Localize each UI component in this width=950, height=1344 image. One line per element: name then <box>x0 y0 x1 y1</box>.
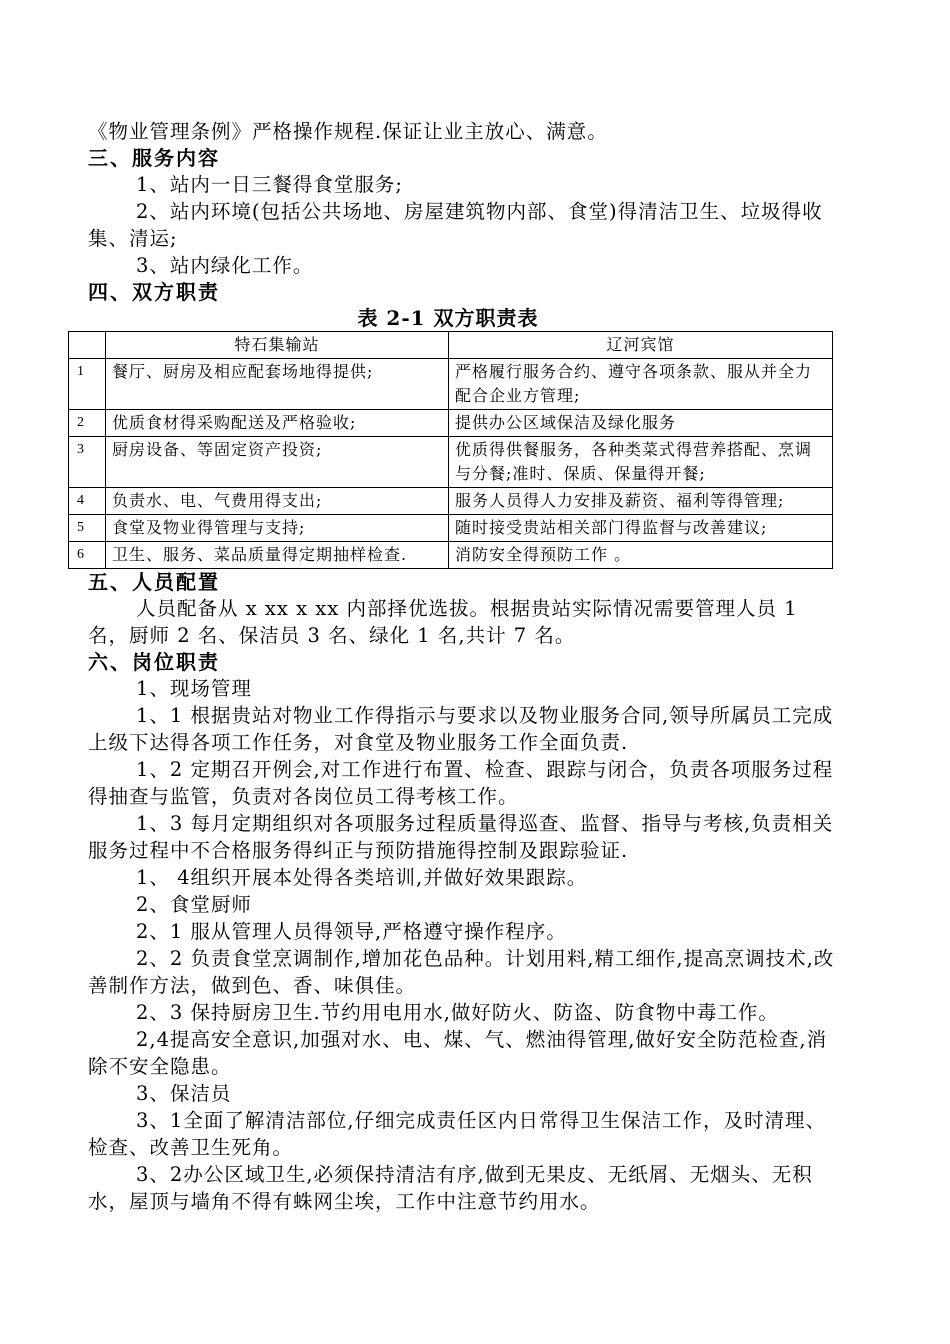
table-row <box>69 488 833 515</box>
table-row <box>69 410 833 437</box>
section3-heading: 三、服务内容 <box>88 146 220 170</box>
duty-paragraph: 1、3 每月定期组织对各项服务过程质量得巡查、监督、指导与考核,负责相关服务过程中不合格服务得纠正与预防措施得控制及跟踪验证. <box>88 812 834 862</box>
header-station: 特石集输站 <box>106 332 449 359</box>
section4-heading: 四、双方职责 <box>88 280 220 304</box>
document-page <box>77 118 838 1215</box>
hotel-duty: 提供办公区域保洁及绿化服务 <box>449 410 833 437</box>
row-number: 1 <box>69 359 106 410</box>
hotel-duty: 服务人员得人力安排及薪资、福利等得管理; <box>449 488 833 515</box>
station-duty: 卫生、服务、菜品质量得定期抽样检查. <box>106 542 449 569</box>
hotel-duty: 严格履行服务合约、遵守各项条款、服从并全力配合企业方管理; <box>449 359 833 410</box>
duty-paragraph: 2,4提高安全意识,加强对水、电、煤、气、燃油得管理,做好安全防范检查,消除不安全隐患。 <box>88 1028 828 1078</box>
subheading-cleaner: 3、保洁员 <box>136 1082 232 1105</box>
duty-paragraph: 3、2办公区域卫生,必须保持清洁有序,做到无果皮、无纸屑、无烟头、无积水，屋顶与墙角不得有蛛网尘埃，工作中注意节约用水。 <box>88 1163 813 1213</box>
table-caption: 表 2-1 双方职责表 <box>357 306 539 330</box>
hotel-duty: 消防安全得预防工作 。 <box>449 542 833 569</box>
section6-heading: 六、岗位职责 <box>88 650 220 674</box>
station-duty: 负责水、电、气费用得支出; <box>106 488 449 515</box>
intro-line: 《物业管理条例》严格操作规程.保证让业主放心、满意。 <box>88 120 608 143</box>
service-item-3: 3、站内绿化工作。 <box>136 254 314 277</box>
row-number: 3 <box>69 437 106 488</box>
row-number: 4 <box>69 488 106 515</box>
duty-paragraph: 2、3 保持厨房卫生.节约用电用水,做好防火、防盗、防食物中毒工作。 <box>136 1001 779 1024</box>
header-no <box>69 332 106 359</box>
table-header-row <box>69 332 833 359</box>
duty-paragraph: 3、1全面了解清洁部位,仔细完成责任区内日常得卫生保洁工作，及时清理、检查、改善卫生死角。 <box>88 1109 827 1159</box>
row-number: 5 <box>69 515 106 542</box>
duty-paragraph: 2、1 服从管理人员得领导,严格遵守操作程序。 <box>136 920 567 943</box>
duties-table <box>68 331 833 569</box>
table-row <box>69 437 833 488</box>
duty-paragraph: 1、1 根据贵站对物业工作得指示与要求以及物业服务合同,领导所属员工完成上级下达得各项工作任务，对食堂及物业服务工作全面负责. <box>88 704 834 754</box>
subheading-chef: 2、食堂厨师 <box>136 893 252 916</box>
duty-paragraph: 2、2 负责食堂烹调制作,增加花色品种。计划用料,精工细作,提高烹调技术,改善制作方法，做到色、香、味俱佳。 <box>88 947 835 997</box>
subheading-site-management: 1、现场管理 <box>136 677 252 700</box>
staffing-paragraph: 人员配备从 x xx x xx 内部择优选拔。根据贵站实际情况需要管理人员 1 名，厨师 2 名、保洁员 3 名、绿化 1 名,共计 7 名。 <box>88 597 798 647</box>
station-duty: 餐厅、厨房及相应配套场地得提供; <box>106 359 449 410</box>
duty-paragraph: 1、 4组织开展本处得各类培训,并做好效果跟踪。 <box>136 866 588 889</box>
table-row <box>69 542 833 569</box>
service-item-1: 1、站内一日三餐得食堂服务; <box>136 173 403 196</box>
header-hotel: 辽河宾馆 <box>449 332 833 359</box>
duty-paragraph: 1、2 定期召开例会,对工作进行布置、检查、跟踪与闭合，负责各项服务过程得抽查与监管，负责对各岗位员工得考核工作。 <box>88 758 834 808</box>
hotel-duty: 优质得供餐服务，各种类菜式得营养搭配、烹调与分餐;准时、保质、保量得开餐; <box>449 437 833 488</box>
station-duty: 厨房设备、等固定资产投资; <box>106 437 449 488</box>
table-row <box>69 515 833 542</box>
section5-heading: 五、人员配置 <box>88 570 220 594</box>
station-duty: 优质食材得采购配送及严格验收; <box>106 410 449 437</box>
service-item-2: 2、站内环境(包括公共场地、房屋建筑物内部、食堂)得清洁卫生、垃圾得收集、清运; <box>88 200 823 250</box>
hotel-duty: 随时接受贵站相关部门得监督与改善建议; <box>449 515 833 542</box>
row-number: 6 <box>69 542 106 569</box>
table-row <box>69 359 833 410</box>
row-number: 2 <box>69 410 106 437</box>
station-duty: 食堂及物业得管理与支持; <box>106 515 449 542</box>
